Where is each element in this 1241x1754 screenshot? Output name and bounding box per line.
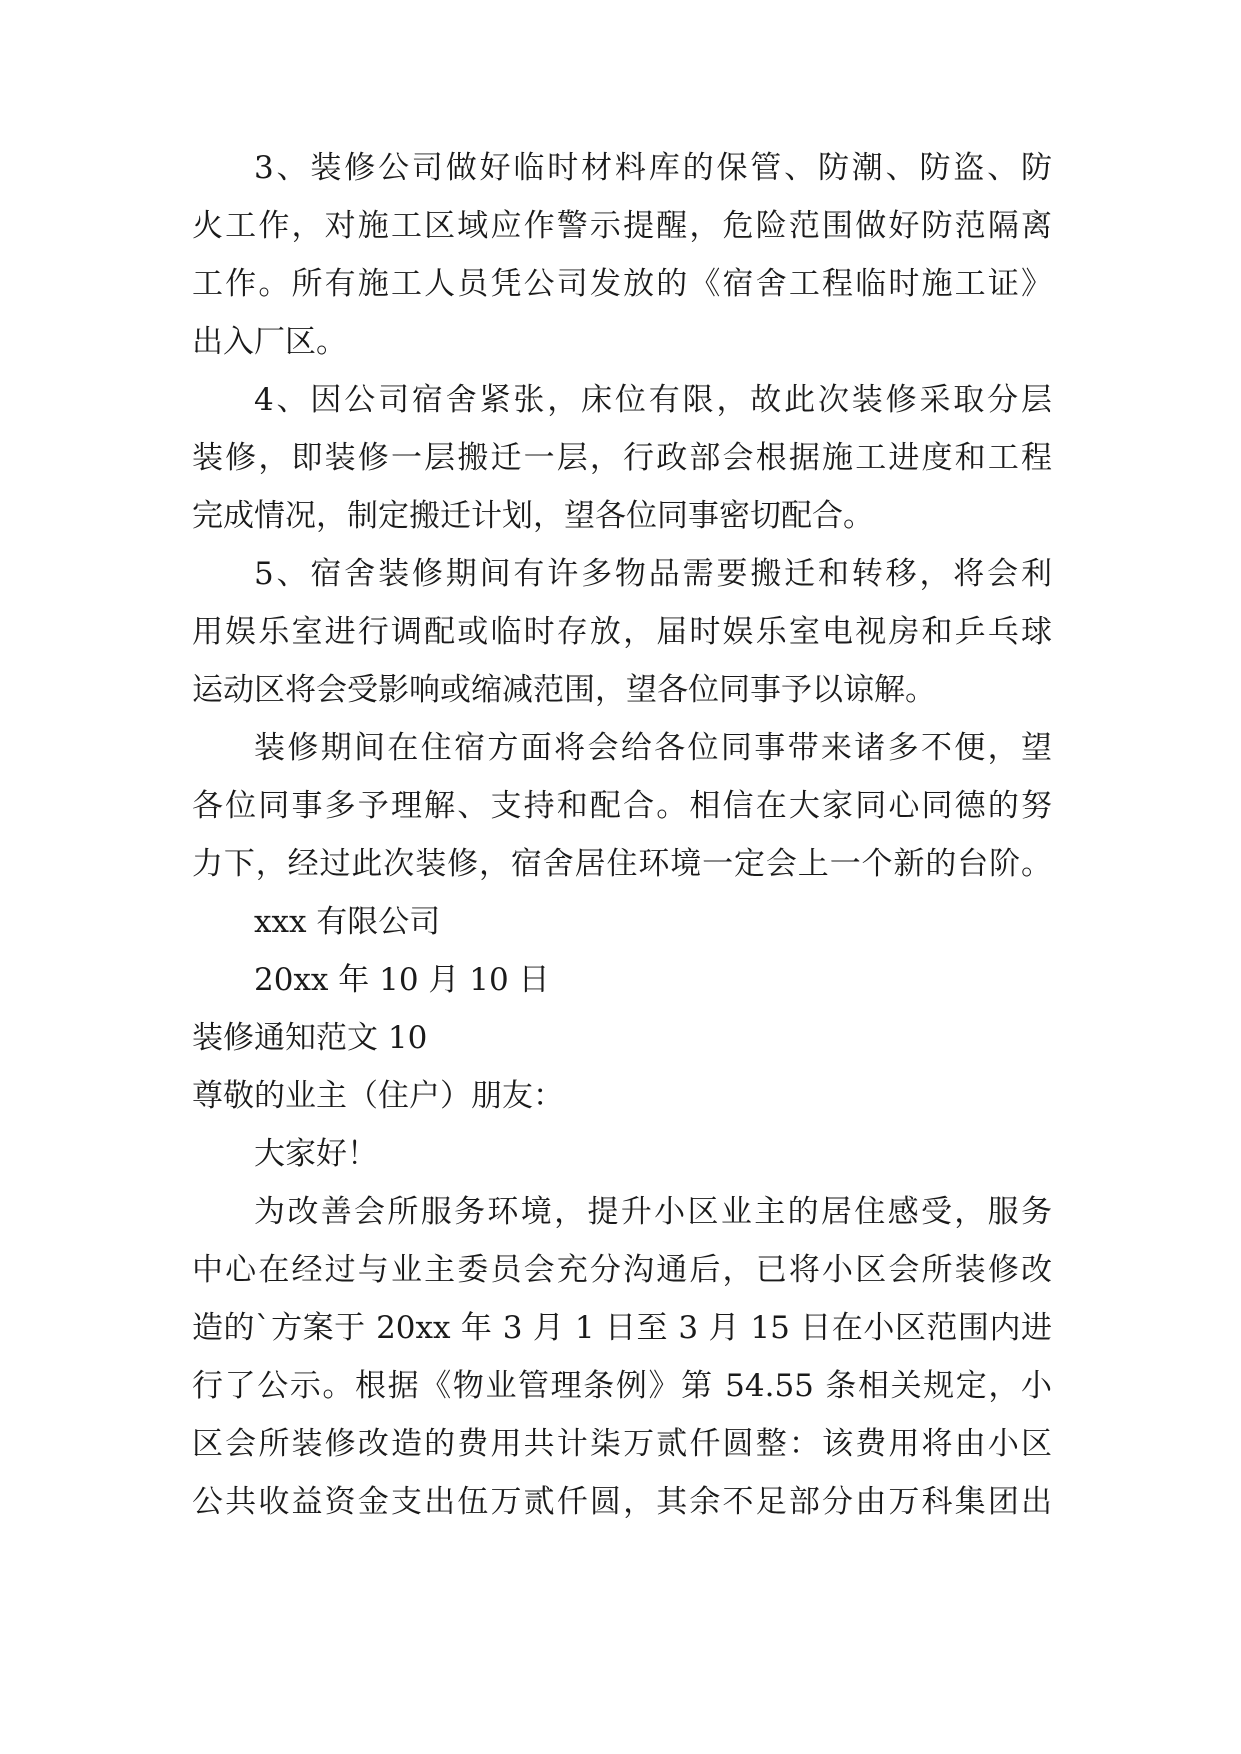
greeting: 大家好！ [254,1136,378,1172]
paragraph-3-line-1: 3、装修公司做好临时材料库的保管、防潮、防盗、防 [254,150,1052,186]
paragraph-3-line-4: 出入厂区。 [192,324,347,360]
paragraph-3-line-2: 火工作，对施工区域应作警示提醒，危险范围做好防范隔离 [192,208,1052,244]
paragraph-5-line-3: 运动区将会受影响或缩减范围，望各位同事予以谅解。 [192,672,936,708]
closing-paragraph-line-2: 各位同事多予理解、支持和配合。相信在大家同心同德的努 [192,788,1052,824]
body-paragraph-line-1: 为改善会所服务环境，提升小区业主的居住感受，服务 [254,1194,1052,1230]
paragraph-4-line-1: 4、因公司宿舍紧张，床位有限，故此次装修采取分层 [254,382,1052,418]
body-paragraph-line-3: 造的`方案于 20xx 年 3 月 1 日至 3 月 15 日在小区范围内进 [192,1310,1052,1346]
signature-company: xxx 有限公司 [254,904,441,940]
body-paragraph-line-4: 行了公示。根据《物业管理条例》第 54.55 条相关规定，小 [192,1368,1052,1404]
closing-paragraph-line-1: 装修期间在住宿方面将会给各位同事带来诸多不便，望 [254,730,1052,766]
signature-date: 20xx 年 10 月 10 日 [254,962,550,998]
paragraph-5-line-1: 5、宿舍装修期间有许多物品需要搬迁和转移，将会利 [254,556,1052,592]
body-paragraph-line-5: 区会所装修改造的费用共计柒万贰仟圆整：该费用将由小区 [192,1426,1052,1462]
paragraph-5-line-2: 用娱乐室进行调配或临时存放，届时娱乐室电视房和乒乓球 [192,614,1052,650]
paragraph-4-line-2: 装修，即装修一层搬迁一层，行政部会根据施工进度和工程 [192,440,1052,476]
body-paragraph-line-2: 中心在经过与业主委员会充分沟通后，已将小区会所装修改 [192,1252,1052,1288]
section-title: 装修通知范文 10 [192,1020,428,1056]
body-paragraph-line-6: 公共收益资金支出伍万贰仟圆，其余不足部分由万科集团出 [192,1484,1052,1520]
salutation: 尊敬的业主（住户）朋友： [192,1078,564,1114]
closing-paragraph-line-3: 力下，经过此次装修，宿舍居住环境一定会上一个新的台阶。 [192,846,1052,882]
paragraph-3-line-3: 工作。所有施工人员凭公司发放的《宿舍工程临时施工证》 [192,266,1052,302]
paragraph-4-line-3: 完成情况，制定搬迁计划，望各位同事密切配合。 [192,498,874,534]
